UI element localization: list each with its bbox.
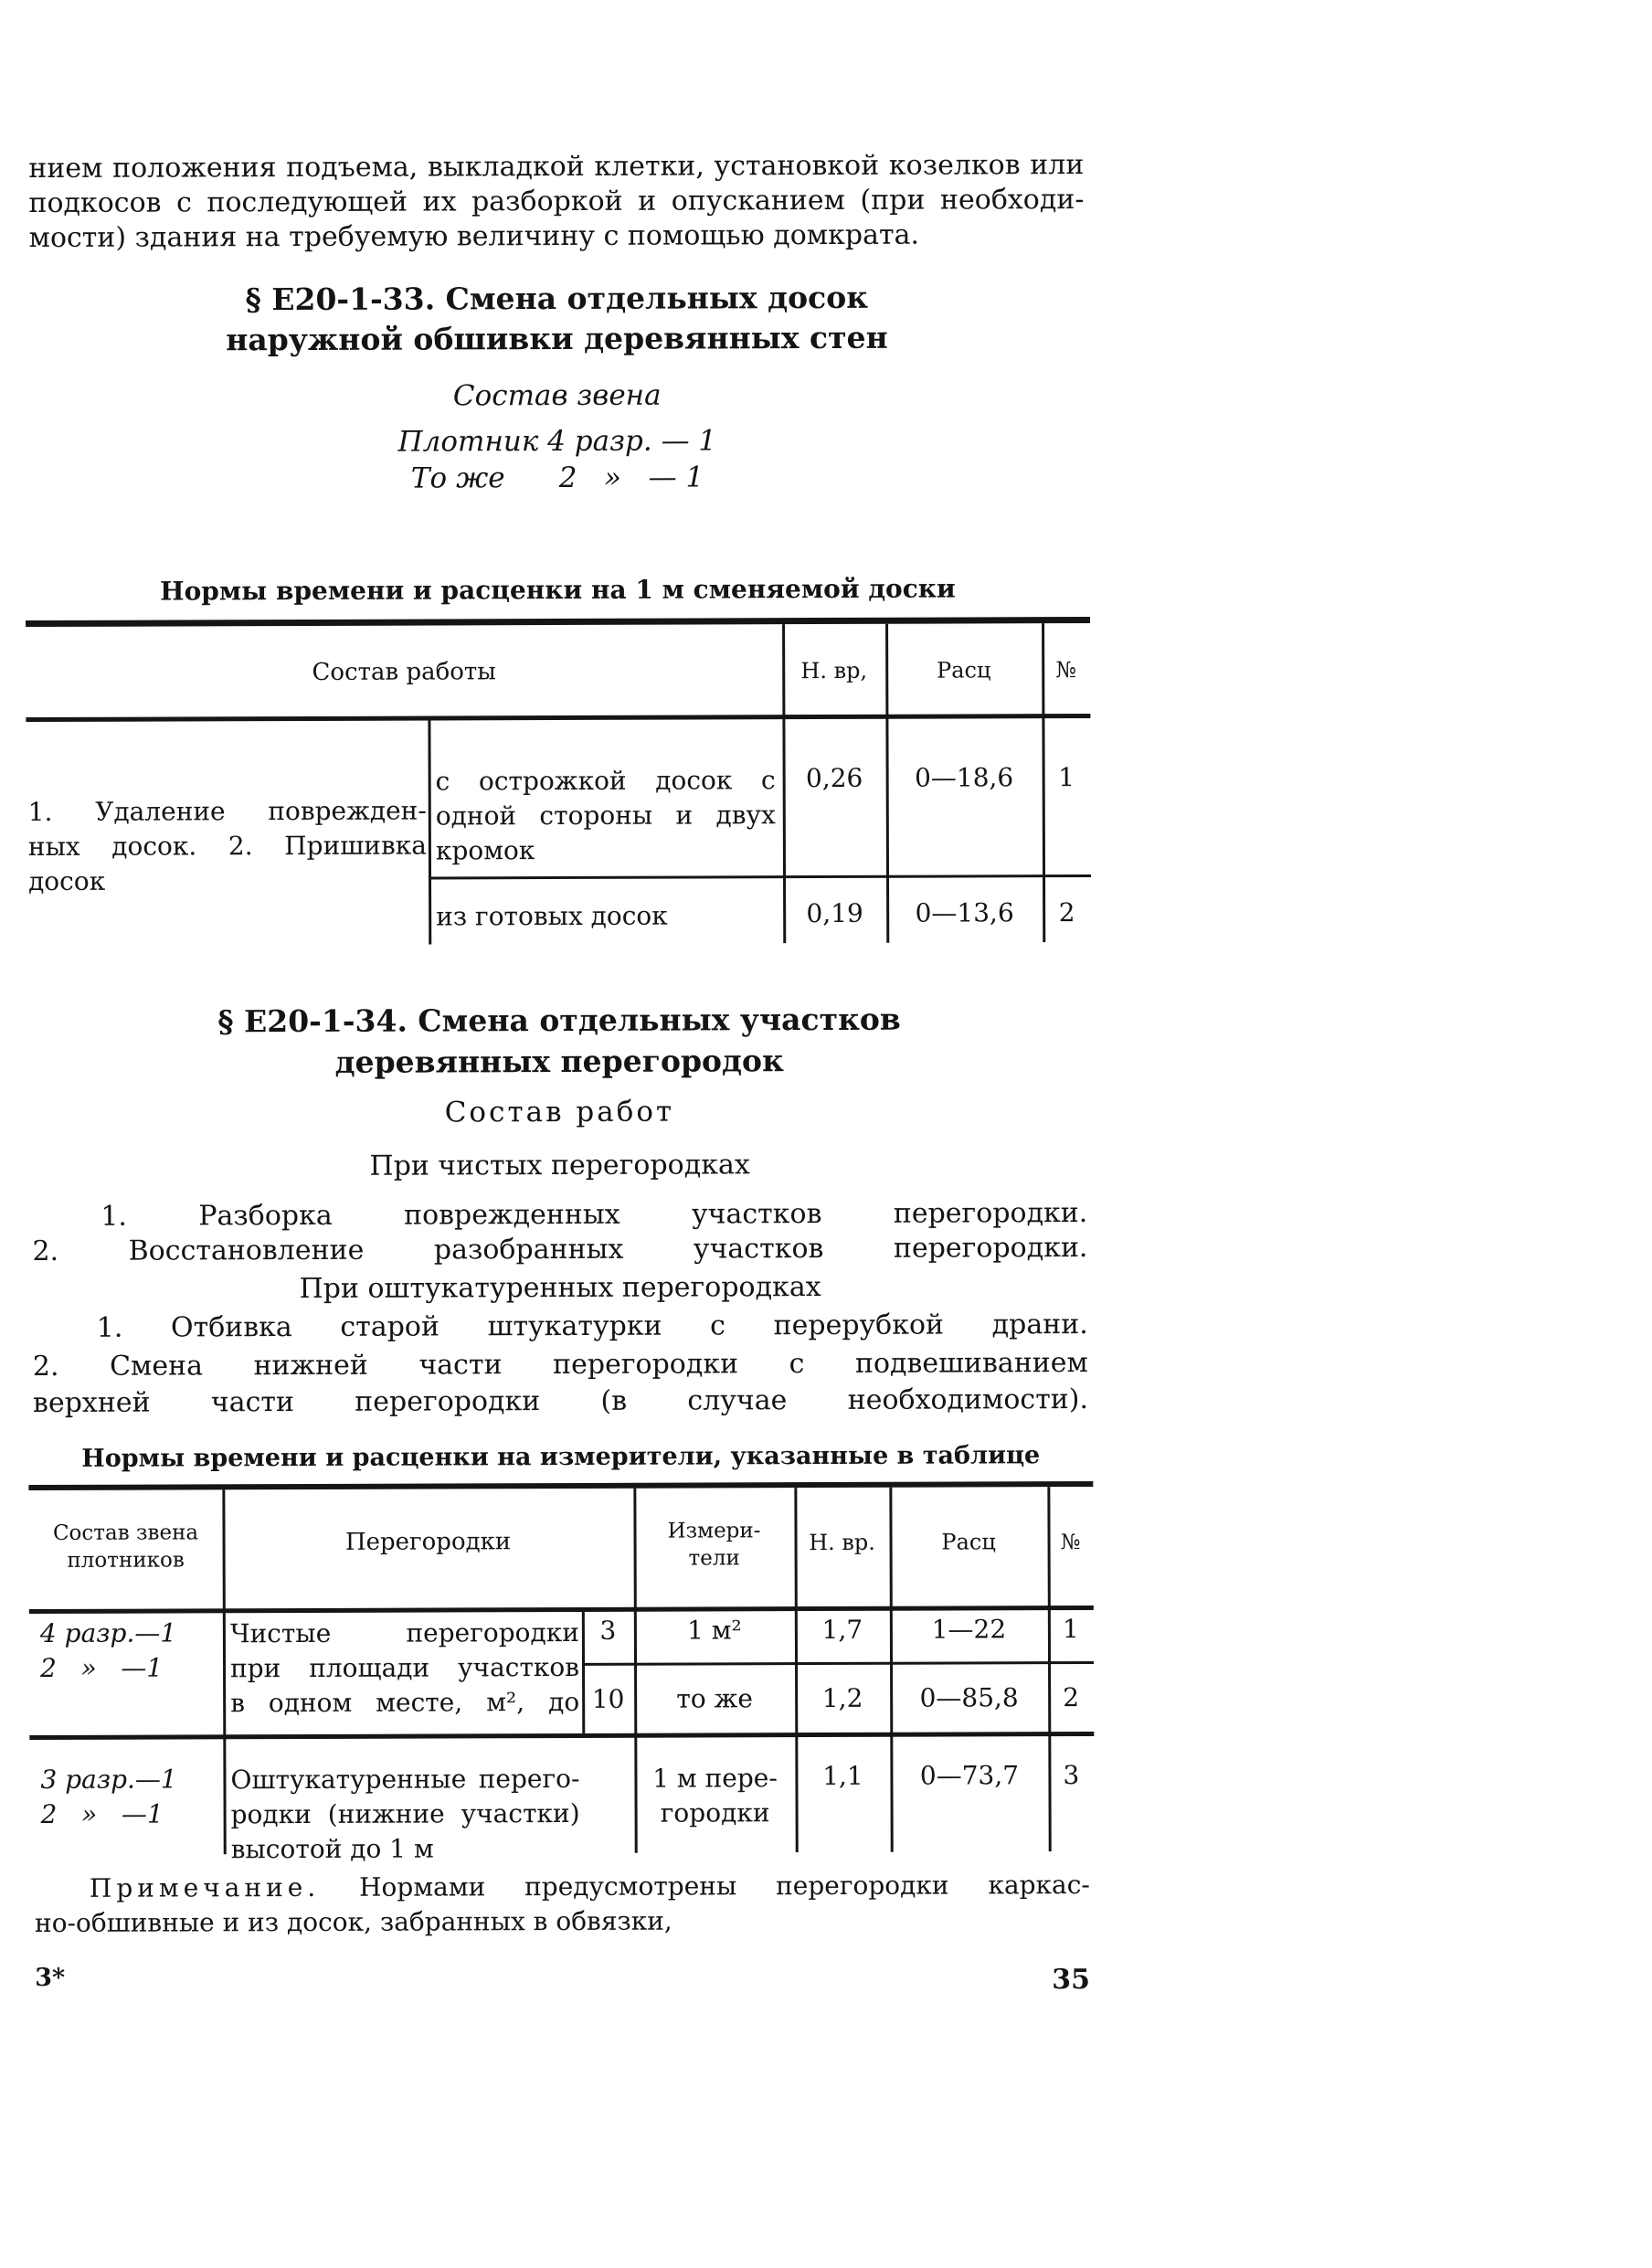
t2-g2-time: 1,1 — [822, 1760, 863, 1792]
note-label: Примечание. — [89, 1871, 321, 1903]
t2-g2-crew-2: 2 » —1 — [40, 1798, 164, 1830]
t2-col-partitions: Перегородки — [344, 1528, 512, 1556]
t2-g1-row2-time: 1,2 — [821, 1682, 863, 1714]
t2-col-measure-1: Измери- — [667, 1519, 761, 1543]
t2-g1-row2-measure: то же — [676, 1683, 753, 1714]
table-partitions-norms — [28, 1481, 1094, 1865]
crew-line-1: Плотник 4 разр. — 1 — [397, 424, 717, 459]
t1-col-time: Н. вр, — [800, 657, 868, 684]
t2-g2-measure-1: 1 м пере- — [652, 1763, 778, 1794]
t2-col-rate: Расц — [941, 1529, 996, 1555]
t1-row2-time: 0,19 — [806, 897, 863, 929]
t1-row1-variant-2: одной стороны и двух — [435, 800, 776, 832]
t2-g1-crew-1: 4 разр.—1 — [39, 1617, 177, 1649]
t2-g1-crew-2: 2 » —1 — [39, 1652, 164, 1684]
t2-g1-row1-limit: 3 — [599, 1615, 617, 1646]
t1-row1-num: 1 — [1058, 762, 1075, 793]
t1-work-line-3: досок — [27, 865, 106, 897]
table-boards-norms — [26, 613, 1091, 951]
t2-g1-row1-measure: 1 м² — [686, 1615, 742, 1646]
clean-partitions-title: При чистых перегородках — [369, 1149, 750, 1182]
t2-g2-desc-1: Оштукатуренные перего- — [230, 1763, 580, 1796]
t2-g1-desc-3: в одном месте, м², до — [230, 1686, 580, 1719]
t1-col-work: Состав работы — [312, 658, 497, 686]
t2-g2-num: 3 — [1063, 1760, 1080, 1791]
t1-work-line-1: 1. Удаление поврежден- — [27, 795, 427, 828]
t1-row2-num: 2 — [1058, 897, 1075, 928]
crew-line-2: То же 2 » — 1 — [410, 461, 704, 495]
t1-row1-rate: 0—18,6 — [914, 762, 1014, 793]
section1-heading-line1: § Е20-1-33. Смена отдельных досок — [245, 279, 869, 318]
t2-g1-row2-limit: 10 — [591, 1683, 625, 1714]
t1-vline-variant — [428, 721, 431, 945]
page-number: 35 — [1052, 1963, 1091, 1997]
section2-heading-line1: § Е20-1-34. Смена отдельных участков — [217, 1001, 901, 1040]
t1-row2-rate: 0—13,6 — [915, 897, 1014, 928]
clean-item-1: 1. Разборка поврежденных участков перегородки. — [101, 1197, 1088, 1233]
t2-col-crew-1: Состав звена — [52, 1521, 199, 1545]
section1-heading-line2: наружной обшивки деревянных стен — [226, 319, 888, 358]
t2-g1-row1-time: 1,7 — [821, 1614, 863, 1646]
t2-g1-row1-num: 1 — [1062, 1614, 1079, 1645]
t2-g1-row2-num: 2 — [1063, 1682, 1080, 1713]
works-title: Состав работ — [444, 1095, 675, 1129]
t2-col-crew-2: плотников — [67, 1548, 185, 1573]
t2-g1-desc-1: Чистые перегородки — [229, 1616, 579, 1649]
clean-item-2: 2. Восстановление разобранных участков перегородки. — [32, 1232, 1088, 1268]
t1-row2-variant: из готовых досок — [436, 900, 668, 932]
signature-mark: 3* — [35, 1963, 66, 1993]
section2-heading-line2: деревянных перегородок — [334, 1043, 784, 1080]
t2-group-rule — [29, 1732, 1094, 1740]
intro-line-3: мости) здания на требуемую величину с помощью домкрата. — [28, 218, 920, 255]
t1-top-rule — [26, 617, 1090, 627]
plastered-item-1: 1. Отбивка старой штукатурки с перерубкой драни. — [96, 1309, 1088, 1344]
t2-g2-crew-1: 3 разр.—1 — [40, 1764, 177, 1796]
t1-row-divider — [429, 874, 1091, 880]
crew-title: Состав звена — [452, 378, 662, 413]
t1-col-rate: Расц — [937, 657, 991, 684]
intro-line-1: нием положения подъема, выкладкой клетки, установкой козелков или — [28, 149, 1085, 185]
t1-row1-variant-3: кромок — [435, 835, 535, 866]
t2-g1-desc-2: при площади участков — [229, 1651, 580, 1684]
t1-col-num: № — [1055, 657, 1077, 684]
plastered-item-2-line2: верхней части перегородки (в случае необходимости). — [32, 1383, 1089, 1420]
t1-work-line-2: ных досок. 2. Пришивка — [27, 830, 427, 863]
t1-row1-time: 0,26 — [805, 762, 863, 794]
t2-g1-row2-rate: 0—85,8 — [919, 1682, 1019, 1713]
intro-line-2: подкосов с последующей их разборкой и опусканием (при необходи- — [28, 184, 1085, 220]
t2-g2-desc-3: высотой до 1 м — [230, 1833, 434, 1865]
note-text: Нормами предусмотрены перегородки каркас- — [320, 1869, 1090, 1902]
t2-top-rule — [28, 1481, 1093, 1490]
t2-col-num: № — [1060, 1531, 1081, 1555]
t2-g2-rate: 0—73,7 — [919, 1760, 1020, 1791]
t2-g2-desc-2: родки (нижние участки) — [230, 1797, 580, 1830]
plastered-item-2-line1: 2. Смена нижней части перегородки с подвешиванием — [32, 1347, 1088, 1383]
t1-row1-variant-1: с острожкой досок с — [435, 765, 776, 797]
table1-title: Нормы времени и расценки на 1 м сменяемой доски — [160, 573, 956, 607]
t2-g2-measure-2: городки — [660, 1797, 770, 1828]
note-line-1 — [35, 1869, 1090, 1905]
table2-title: Нормы времени и расценки на измерители, указанные в таблице — [81, 1441, 1041, 1473]
t2-row-divider — [582, 1661, 1094, 1666]
t2-col-time: Н. вр. — [809, 1529, 875, 1556]
t2-col-measure-2: тели — [688, 1546, 740, 1571]
note-line-2: но-обшивные и из досок, забранных в обвязки, — [34, 1905, 672, 1939]
t2-g1-row1-rate: 1—22 — [931, 1614, 1007, 1645]
plastered-partitions-title: При оштукатуренных перегородках — [299, 1271, 821, 1306]
